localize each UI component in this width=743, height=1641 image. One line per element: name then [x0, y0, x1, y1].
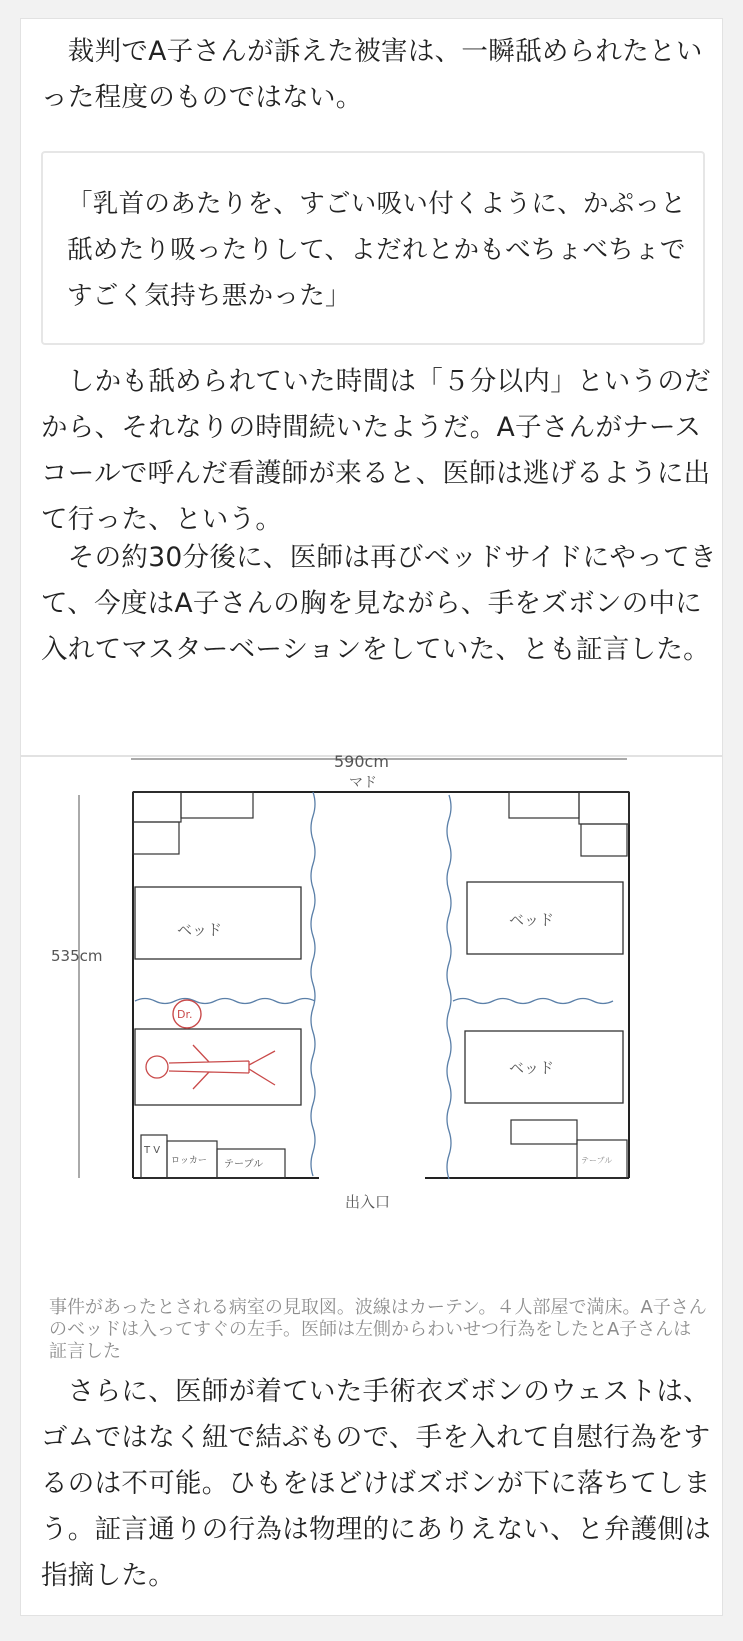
article-card-top: [20, 18, 723, 756]
entrance-label: 出入口: [345, 1193, 391, 1211]
quote-text: 「乳首のあたりを、すごい吸い付くように、かぷっと舐めたり吸ったりして、よだれとかもべちょべちょですごく気持ち悪かった」: [67, 189, 687, 311]
window-label: マド: [349, 775, 377, 791]
doctor-label: Dr.: [177, 1008, 193, 1021]
curtain-left-horizontal: [135, 999, 315, 1004]
paragraph-3: その約30分後に、医師は再びベッドサイドにやってきて、今度はA子さんの胸を見ながら、手をズボンの中に入れてマスターベーションをしていた、とも証言した。: [41, 542, 717, 665]
bed-label-top-right: ベッド: [509, 911, 555, 929]
patient-figure: [146, 1045, 275, 1089]
tv-label: T V: [144, 1145, 161, 1156]
room-floor-plan: [49, 752, 697, 1285]
paragraph-2: しかも舐められていた時間は「５分以内」というのだから、それなりの時間続いたようだ。A子さんがナースコールで呼んだ看護師が来ると、医師は逃げるように出て行った、という。: [41, 366, 711, 535]
bed-label-bottom-right: ベッド: [509, 1059, 555, 1077]
tv-stand: [141, 1135, 167, 1178]
height-label: 535cm: [51, 947, 103, 965]
locker-label: ロッカー: [171, 1156, 207, 1166]
curtain-right-vertical: [447, 795, 451, 1179]
width-label: 590cm: [334, 752, 389, 771]
paragraph-1: 裁判でA子さんが訴えた被害は、一瞬舐められたといった程度のものではない。: [41, 36, 703, 113]
quote-block: [41, 151, 705, 345]
paragraph-4: さらに、医師が着ていた手術衣ズボンのウェストは、ゴムではなく紐で結ぶもので、手を入れて自慰行為をするのは不可能。ひもをほどけばズボンが下に落ちてしまう。証言通りの行為は物理的にありえない、と弁護側は指摘した。: [41, 1376, 711, 1591]
curtain-right-horizontal: [453, 999, 613, 1004]
bed-bottom-left: [135, 1029, 301, 1105]
curtain-left-vertical: [311, 792, 315, 1176]
article-card-bottom: [20, 752, 723, 1616]
right-furniture-label: テーブル: [581, 1156, 613, 1165]
bed-label-top-left: ベッド: [177, 921, 223, 939]
figure-caption: 事件があったとされる病室の見取図。波線はカーテン。４人部屋で満床。A子さんのベッドは入ってすぐの左手。医師は左側からわいせつ行為をしたとA子さんは証言した: [49, 1297, 707, 1362]
table-label: テーブル: [224, 1159, 264, 1170]
